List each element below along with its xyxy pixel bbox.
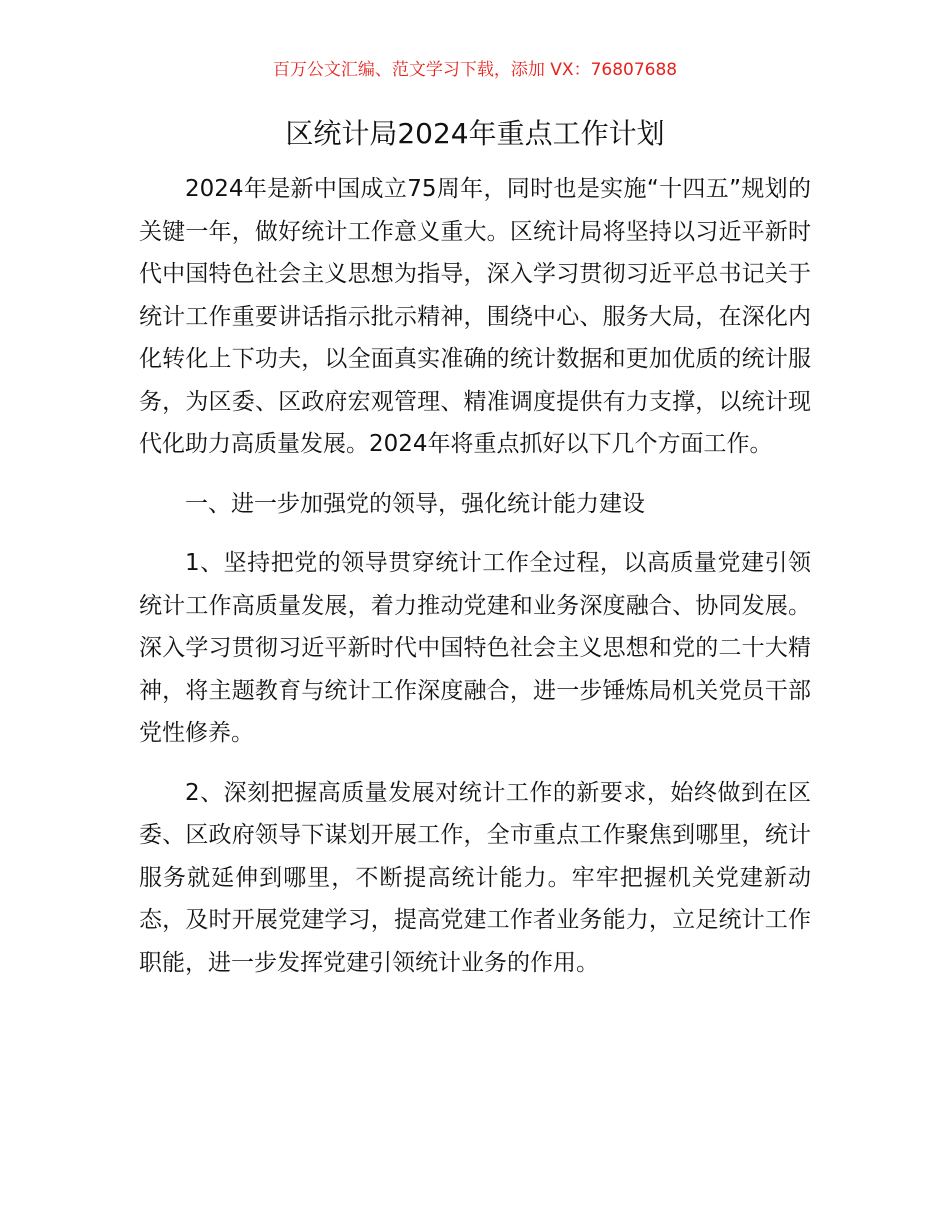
list-item-1: 1、坚持把党的领导贯穿统计工作全过程，以高质量党建引领统计工作高质量发展，着力推动党建和业务深度融合、协同发展。深入学习贯彻习近平新时代中国特色社会主义思想和党的二十大精神，将主题教育与统计工作深度融合，进一步锤炼局机关党员干部党性修养。: [139, 550, 811, 746]
header-notice: 百万公文汇编、范文学习下载，添加 VX：76807688: [272, 60, 678, 80]
list-item-2: 2、深刻把握高质量发展对统计工作的新要求，始终做到在区委、区政府领导下谋划开展工作，全市重点工作聚焦到哪里，统计服务就延伸到哪里，不断提高统计能力。牢牢把握机关党建新动态，及时开展党建学习，提高党建工作者业务能力，立足统计工作职能，进一步发挥党建引领统计业务的作用。: [139, 779, 811, 976]
intro-paragraph: 2024年是新中国成立75周年，同时也是实施“十四五”规划的关键一年，做好统计工作意义重大。区统计局将坚持以习近平新时代中国特色社会主义思想为指导，深入学习贯彻习近平总书记关于统计工作重要讲话指示批示精神，围绕中心、服务大局，在深化内化转化上下功夫，以全面真实准确的统计数据和更加优质的统计服务，为区委、区政府宏观管理、精准调度提供有力支撑，以统计现代化助力高质量发展。2024年将重点抓好以下几个方面工作。: [139, 176, 811, 457]
section-heading: 一、进一步加强党的领导，强化统计能力建设: [185, 490, 645, 517]
document-title: 区统计局2024年重点工作计划: [285, 117, 665, 150]
document-body: [139, 168, 811, 984]
